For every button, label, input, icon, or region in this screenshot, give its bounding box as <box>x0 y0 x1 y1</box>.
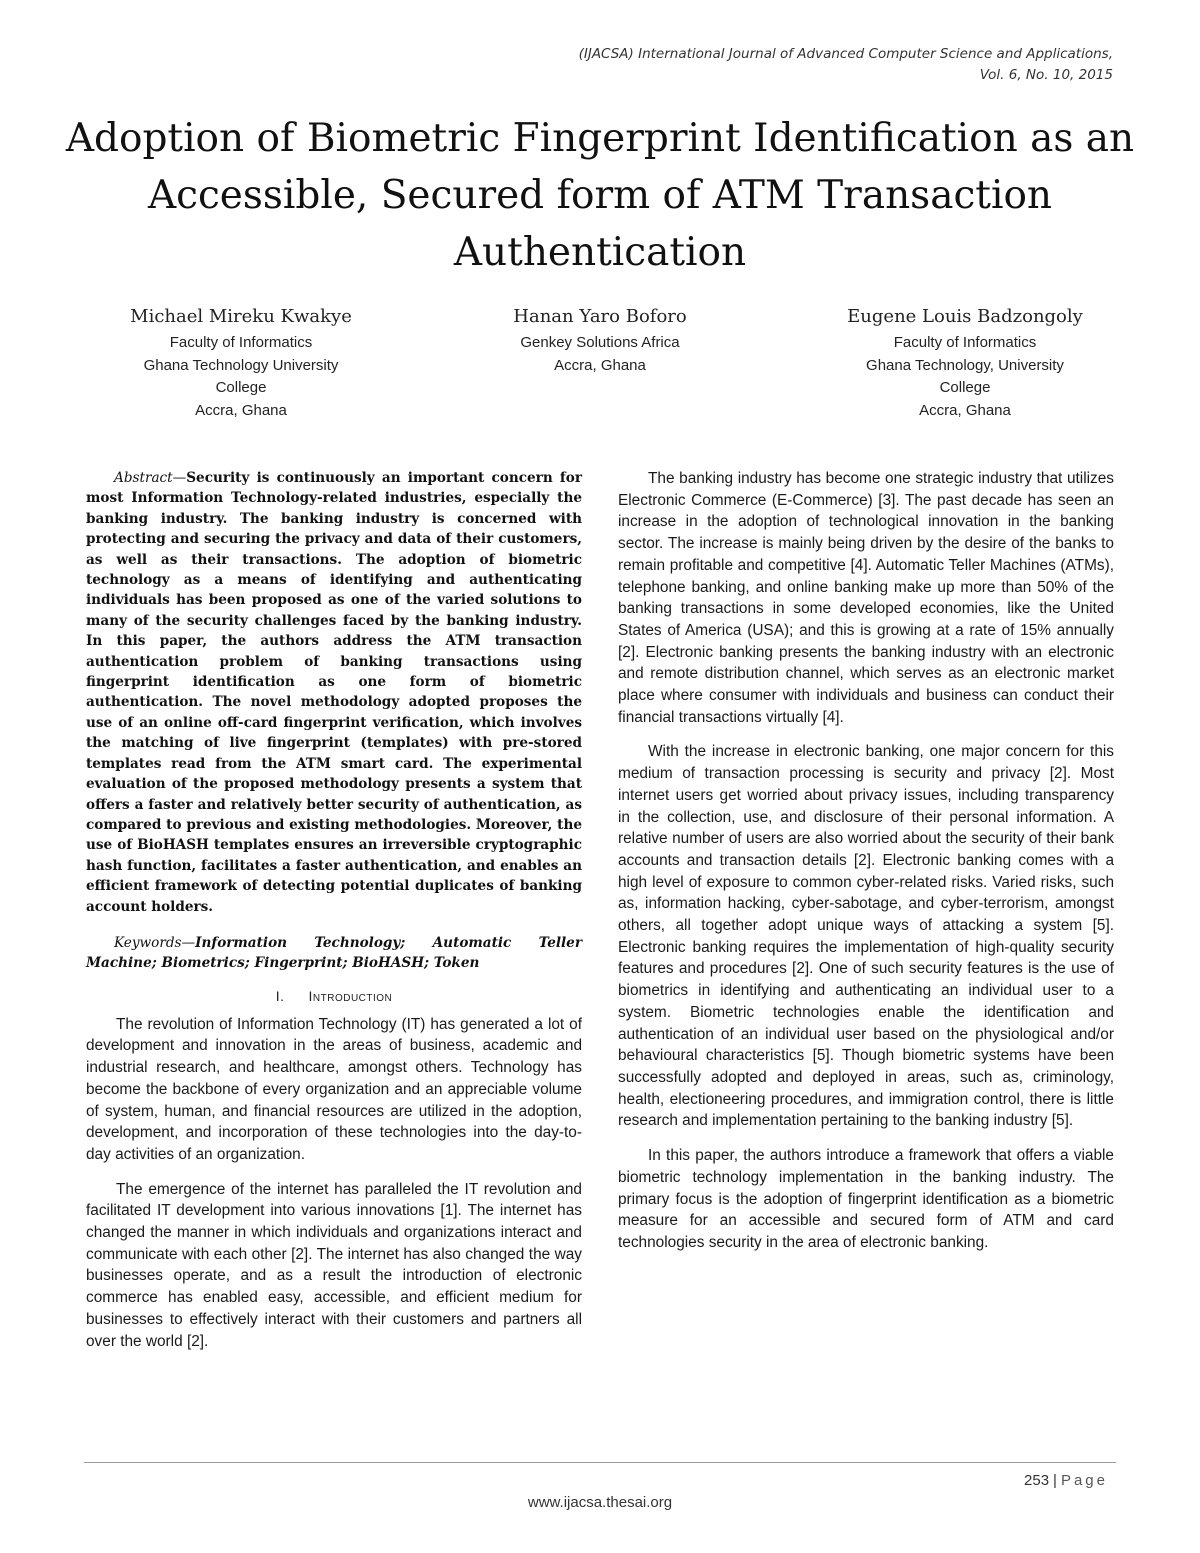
page-separator: | <box>1053 1472 1057 1489</box>
keywords-text: Information Technology; Automatic Teller Machine; Biometrics; Fingerprint; BioHASH; Token <box>86 934 582 972</box>
author-name: Eugene Louis Badzongoly <box>847 306 1083 327</box>
footer-divider <box>84 1462 1116 1463</box>
body-paragraph: The revolution of Information Technology (IT) has generated a lot of development and innovation in the areas of business, academic and industrial research, and healthcare, amongst others. Technology has become the backbone of every organization and an appreciable volume of system, human, and financial resources are utilized in the adoption, development, and incorporation of these technologies into the day-to-day activities of an organization. <box>86 1015 582 1163</box>
keywords <box>86 933 582 974</box>
abstract <box>86 468 582 917</box>
author-affiliation: Accra, Ghana <box>554 356 646 374</box>
author-1 <box>91 303 391 422</box>
author-block <box>85 303 1115 433</box>
journal-header <box>413 44 1113 86</box>
section-title: Introduction <box>308 987 393 1004</box>
journal-volume: Vol. 6, No. 10, 2015 <box>979 67 1113 83</box>
keywords-label: Keywords <box>114 934 182 951</box>
body-paragraph: The banking industry has become one strategic industry that utilizes Electronic Commerce (E-Commerce) [3]. The past decade has seen an increase in the adoption of technological innovation in the banking sector. The increase is mainly being driven by the desire of the banks to remain profitable and competitive [4]. Automatic Teller Machines (ATMs), telephone banking, and online banking make up more than 50% of the banking transactions in some developed economies, like the United States of America (USA); and this is growing at a rate of 15% annually [2]. Electronic banking presents the banking industry with an electronic and remote distribution channel, which serves as an electronic market place where consumer with individuals and business can conduct their financial transactions virtually [4]. <box>618 470 1114 726</box>
author-name: Hanan Yaro Boforo <box>513 306 687 327</box>
author-affiliation: College <box>939 379 991 396</box>
section-number: I. <box>275 987 285 1004</box>
author-name: Michael Mireku Kwakye <box>130 306 352 327</box>
author-affiliation: Faculty of Informatics <box>169 334 313 351</box>
author-affiliation: Ghana Technology University <box>143 356 339 374</box>
page-number-value: 253 <box>1024 1472 1050 1489</box>
keywords-dash: — <box>181 934 196 951</box>
page-number <box>1024 1470 1108 1492</box>
author-2 <box>450 303 750 377</box>
abstract-text: Security is continuously an important concern for most Information Technology-related industries, especially the banking industry. The banking industry is concerned with protecting and securing the privacy and data of their customers, as well as their transactions. The adoption of biometric technology as a means of identifying and authenticating individuals has been proposed as one of the varied solutions to many of the security challenges faced by the banking industry. In this paper, the authors address the ATM transaction authentication problem of banking transactions using fingerprint identification as one form of biometric authentication. The novel methodology adopted proposes the use of an online off-card fingerprint verification, which involves the matching of live fingerprint (templates) with pre-stored templates read from the ATM smart card. The experimental evaluation of the proposed methodology presents a system that offers a faster and relatively better security of authentication, as compared to previous and existing methodologies. Moreover, the use of BioHASH templates ensures an irreversible cryptographic hash function, facilitates a faster authentication, and enables an efficient framework of detecting potential duplicates of banking account holders. <box>86 470 582 915</box>
body-paragraph: In this paper, the authors introduce a framework that offers a viable biometric technology implementation in the banking industry. The primary focus is the adoption of fingerprint identification as a biometric measure for an accessible and secured form of ATM and card technologies security in the area of electronic banking. <box>618 1147 1114 1251</box>
abstract-dash: — <box>172 470 187 486</box>
footer-website: www.ijacsa.thesai.org <box>527 1494 673 1511</box>
author-affiliation: Faculty of Informatics <box>893 334 1037 351</box>
right-column <box>618 468 1114 1267</box>
section-heading-introduction <box>86 986 582 1006</box>
journal-name: (IJACSA) International Journal of Advanced Computer Science and Applications, <box>578 46 1113 62</box>
title-line: Accessible, Secured form of ATM Transaction <box>147 173 1053 218</box>
author-affiliation: Genkey Solutions Africa <box>520 334 680 351</box>
paper-title <box>60 110 1140 281</box>
author-affiliation: Accra, Ghana <box>195 401 287 419</box>
author-3 <box>815 303 1115 422</box>
title-line: Authentication <box>453 230 747 275</box>
left-column <box>86 468 582 1365</box>
page-label: Page <box>1060 1472 1108 1489</box>
author-affiliation: College <box>215 379 267 396</box>
author-affiliation: Accra, Ghana <box>919 401 1011 419</box>
title-line: Adoption of Biometric Fingerprint Identification as an <box>65 116 1135 161</box>
author-affiliation: Ghana Technology, University <box>866 356 1064 374</box>
body-paragraph: The emergence of the internet has paralleled the IT revolution and facilitated IT development into various innovations [1]. The internet has changed the manner in which individuals and organizations interact and communicate with each other [2]. The internet has also changed the way businesses operate, and as a result the introduction of electronic commerce has enabled easy, accessible, and efficient medium for businesses to effectively interact with their customers and partners all over the world [2]. <box>86 1180 582 1350</box>
body-paragraph: With the increase in electronic banking, one major concern for this medium of transaction processing is security and privacy [2]. Most internet users get worried about privacy issues, including transparency in the collection, use, and disclosure of their personal information. A relative number of users are also worried about the security of their bank accounts and transaction details [2]. Electronic banking comes with a high level of exposure to common cyber-related risks. Varied risks, such as, information hacking, cyber-sabotage, and cyber-terrorism, amongst others, all together adopt unique ways of attacking a system [5]. Electronic banking requires the implementation of high-quality security features and procedures [2]. One of such security features is the use of biometrics in identifying and authenticating an individual user to a system. Biometric technologies enable the identification and authentication of an individual user based on the physiological and/or behavioural characteristics [5]. Though biometric systems have been successfully adopted and deployed in areas, such as, criminology, health, electioneering procedures, and immigration control, there is little research and implementation pertaining to the banking industry [5]. <box>618 743 1114 1130</box>
abstract-label: Abstract <box>114 470 173 486</box>
